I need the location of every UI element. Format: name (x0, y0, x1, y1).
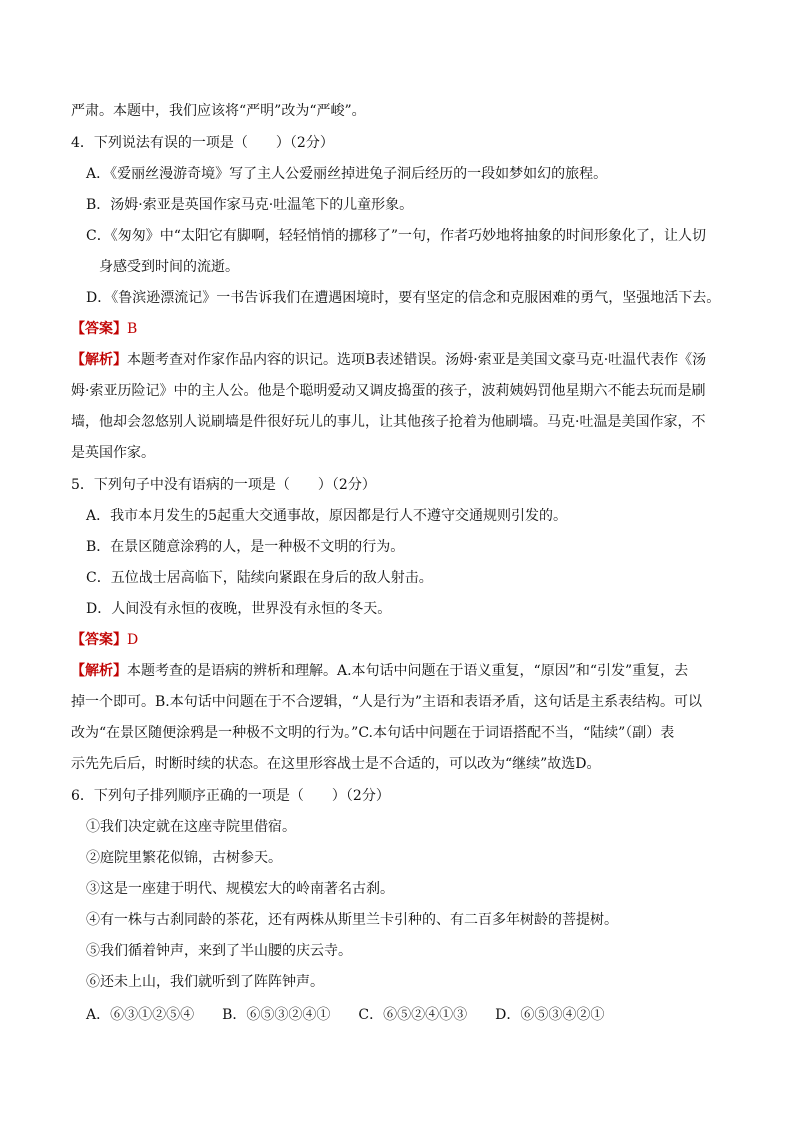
q4-option-d: D．《鲁滨逊漂流记》一书告诉我们在遭遇困境时，要有坚定的信念和克服困难的勇气，坚强地活下去。 (86, 290, 721, 306)
q6-sentence-4: ④有一株与古刹同龄的茶花，还有两株从斯里兰卡引种的、有二百多年树龄的菩提树。 (86, 912, 618, 928)
q6-sentence-5: ⑤我们循着钟声，来到了半山腰的庆云寺。 (86, 943, 352, 959)
q4-answer (71, 319, 137, 339)
q4-analysis-line-2: 姆·索亚历险记》中的主人公。他是个聪明爱动又调皮捣蛋的孩子，波莉姨妈罚他星期六不能去玩而是刷 (71, 383, 706, 399)
q5-option-b: B．在景区随意涂鸦的人，是一种极不文明的行为。 (86, 539, 405, 555)
q6-sentence-1: ①我们决定就在这座寺院里借宿。 (86, 819, 296, 835)
q6-sentence-6: ⑥还未上山，我们就听到了阵阵钟声。 (86, 974, 324, 990)
q4-option-b: B．汤姆·索亚是英国作家马克·吐温笔下的儿童形象。 (86, 197, 414, 213)
analysis-text: 本题考查的是语病的辨析和理解。A.本句话中问题在于语义重复，“原因”和“引发”重复，去 (127, 663, 689, 679)
q4-option-c: C．《匆匆》中“太阳它有脚啊，轻轻悄悄的挪移了”一句，作者巧妙地将抽象的时间形象化了，让人切 (86, 228, 707, 244)
question-4-stem: 4．下列说法有误的一项是（ ）（2分） (71, 135, 334, 151)
q4-option-a: A．《爱丽丝漫游奇境》写了主人公爱丽丝掉进兔子洞后经历的一段如梦如幻的旅程。 (86, 166, 608, 182)
answer-tag: 【答案】 (71, 321, 127, 337)
answer-tag: 【答案】 (71, 632, 127, 648)
answer-value: B (127, 321, 138, 337)
q5-analysis-line-1 (71, 661, 688, 681)
q6-sentence-2: ②庭院里繁花似锦，古树参天。 (86, 850, 282, 866)
q5-analysis-line-3: 改为“在景区随便涂鸦是一种极不文明的行为。”C.本句话中问题在于词语搭配不当，“陆续”（副）表 (71, 725, 675, 741)
answer-value: D (127, 632, 139, 648)
q5-option-d: D．人间没有永恒的夜晚，世界没有永恒的冬天。 (86, 601, 392, 617)
q5-answer (71, 630, 138, 650)
q5-option-a: A．我市本月发生的5起重大交通事故，原因都是行人不遵守交通规则引发的。 (86, 508, 568, 524)
question-5-stem: 5．下列句子中没有语病的一项是（ ）（2分） (71, 477, 376, 493)
q4-analysis-line-1 (71, 350, 706, 370)
analysis-text: 本题考查对作家作品内容的识记。选项B表述错误。汤姆·索亚是美国文豪马克·吐温代表作《汤 (127, 352, 707, 368)
q5-analysis-line-2: 掉一个即可。B.本句话中问题在于不合逻辑，“人是行为”主语和表语矛盾，这句话是主系表结构。可以 (71, 694, 703, 710)
q6-sentence-3: ③这是一座建于明代、规模宏大的岭南著名古刹。 (86, 881, 394, 897)
q4-option-c-cont: 身感受到时间的流逝。 (99, 259, 239, 275)
q4-analysis-line-3: 墙，他却会忽悠别人说刷墙是件很好玩儿的事儿，让其他孩子抢着为他刷墙。马克·吐温是美国作家，不 (71, 414, 706, 430)
analysis-tag: 【解析】 (71, 663, 127, 679)
q4-analysis-line-4: 是英国作家。 (71, 445, 155, 461)
analysis-tag: 【解析】 (71, 352, 127, 368)
q5-option-c: C．五位战士居高临下，陆续向紧跟在身后的敌人射击。 (86, 570, 433, 586)
text-line: 严肃。本题中，我们应该将“严明”改为“严峻”。 (71, 103, 366, 119)
q6-options: A．⑥③①②⑤④ B．⑥⑤③②④① C．⑥⑤②④①③ D．⑥⑤③④②① (86, 1007, 605, 1023)
question-6-stem: 6．下列句子排列顺序正确的一项是（ ）（2分） (71, 788, 390, 804)
q5-analysis-line-4: 示先先后后，时断时续的状态。在这里形容战士是不合适的，可以改为“继续”故选D。 (71, 756, 601, 772)
